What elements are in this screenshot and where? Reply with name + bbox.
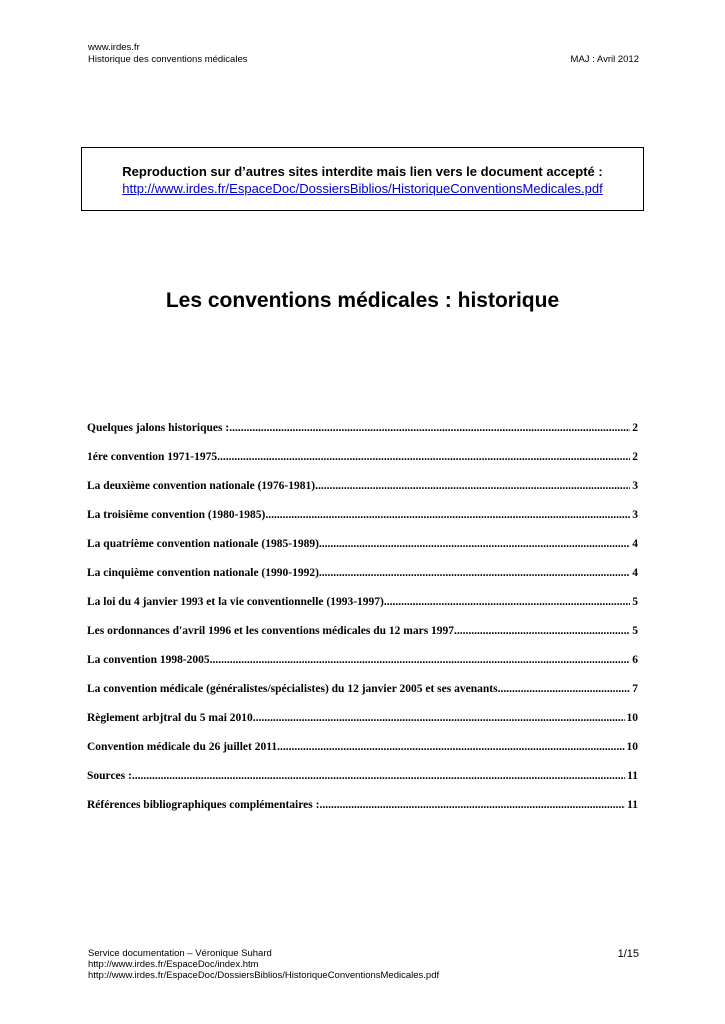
header-site: www.irdes.fr xyxy=(88,42,140,53)
toc-leader-dots xyxy=(315,480,630,492)
toc-entry[interactable] xyxy=(87,480,638,509)
toc-entry[interactable] xyxy=(87,741,638,770)
toc-entry[interactable] xyxy=(87,625,638,654)
reproduction-notice-box xyxy=(81,147,644,211)
toc-entry-page: 2 xyxy=(632,422,638,434)
toc-entry-page: 10 xyxy=(626,741,638,753)
toc-leader-dots xyxy=(319,567,630,579)
toc-leader-dots xyxy=(229,422,630,434)
toc-entry-page: 4 xyxy=(632,567,638,579)
toc-leader-dots xyxy=(319,799,625,811)
toc-entry-label: Références bibliographiques complémentaires : xyxy=(87,799,320,811)
toc-entry-page: 3 xyxy=(632,509,638,521)
toc-entry-page: 5 xyxy=(632,596,638,608)
footer-document-url: http://www.irdes.fr/EspaceDoc/DossiersBiblios/HistoriqueConventionsMedicales.pdf xyxy=(88,970,440,981)
toc-leader-dots xyxy=(253,712,625,724)
toc-entry-label: La quatrième convention nationale (1985-1989) xyxy=(87,538,319,550)
document-link[interactable]: http://www.irdes.fr/EspaceDoc/DossiersBiblios/HistoriqueConventionsMedicales.pdf xyxy=(122,181,603,196)
toc-entry-label: La convention médicale (généralistes/spécialistes) du 12 janvier 2005 et ses avenants xyxy=(87,683,498,695)
toc-entry-label: La convention 1998-2005 xyxy=(87,654,210,666)
toc-entry[interactable] xyxy=(87,683,638,712)
toc-entry-page: 4 xyxy=(632,538,638,550)
toc-entry[interactable] xyxy=(87,770,638,799)
toc-entry-label: Quelques jalons historiques : xyxy=(87,422,230,434)
toc-entry-page: 5 xyxy=(632,625,638,637)
toc-entry-page: 11 xyxy=(627,770,638,782)
toc-entry-label: Règlement arbjtral du 5 mai 2010 xyxy=(87,712,253,724)
header-subtitle: Historique des conventions médicales xyxy=(88,54,248,65)
toc-leader-dots xyxy=(319,538,630,550)
table-of-contents xyxy=(87,422,638,828)
toc-leader-dots xyxy=(132,770,625,782)
toc-leader-dots xyxy=(454,625,630,637)
toc-entry-page: 11 xyxy=(627,799,638,811)
toc-entry[interactable] xyxy=(87,712,638,741)
toc-entry-label: La cinquième convention nationale (1990-1992) xyxy=(87,567,319,579)
toc-entry[interactable] xyxy=(87,654,638,683)
toc-leader-dots xyxy=(217,451,630,463)
header-update-date: MAJ : Avril 2012 xyxy=(570,54,639,65)
toc-leader-dots xyxy=(265,509,630,521)
toc-entry-page: 10 xyxy=(626,712,638,724)
toc-entry-label: La troisième convention (1980-1985) xyxy=(87,509,266,521)
toc-entry-label: Sources : xyxy=(87,770,132,782)
toc-entry-page: 7 xyxy=(632,683,638,695)
toc-entry-label: Les ordonnances d'avril 1996 et les conventions médicales du 12 mars 1997 xyxy=(87,625,455,637)
toc-entry[interactable] xyxy=(87,451,638,480)
toc-entry-label: 1ére convention 1971-1975 xyxy=(87,451,218,463)
reproduction-notice-text: Reproduction sur d’autres sites interdite mais lien vers le document accepté : xyxy=(122,164,603,179)
page-title: Les conventions médicales : historique xyxy=(165,289,560,312)
toc-entry[interactable] xyxy=(87,799,638,828)
toc-entry-label: Convention médicale du 26 juillet 2011 xyxy=(87,741,278,753)
footer-author: Service documentation – Véronique Suhard xyxy=(88,948,272,959)
page-footer xyxy=(88,948,439,981)
toc-entry-page: 2 xyxy=(632,451,638,463)
footer-index-url: http://www.irdes.fr/EspaceDoc/index.htm xyxy=(88,959,259,970)
toc-entry[interactable] xyxy=(87,509,638,538)
toc-leader-dots xyxy=(210,654,631,666)
page-number: 1/15 xyxy=(617,948,639,960)
toc-leader-dots xyxy=(277,741,624,753)
toc-leader-dots xyxy=(384,596,630,608)
toc-entry[interactable] xyxy=(87,422,638,451)
toc-entry-label: La deuxième convention nationale (1976-1981) xyxy=(87,480,316,492)
toc-entry[interactable] xyxy=(87,596,638,625)
toc-entry-label: La loi du 4 janvier 1993 et la vie conventionnelle (1993-1997) xyxy=(87,596,384,608)
toc-entry-page: 6 xyxy=(632,654,638,666)
toc-leader-dots xyxy=(498,683,631,695)
page-header xyxy=(88,42,247,66)
toc-entry[interactable] xyxy=(87,567,638,596)
toc-entry[interactable] xyxy=(87,538,638,567)
toc-entry-page: 3 xyxy=(632,480,638,492)
